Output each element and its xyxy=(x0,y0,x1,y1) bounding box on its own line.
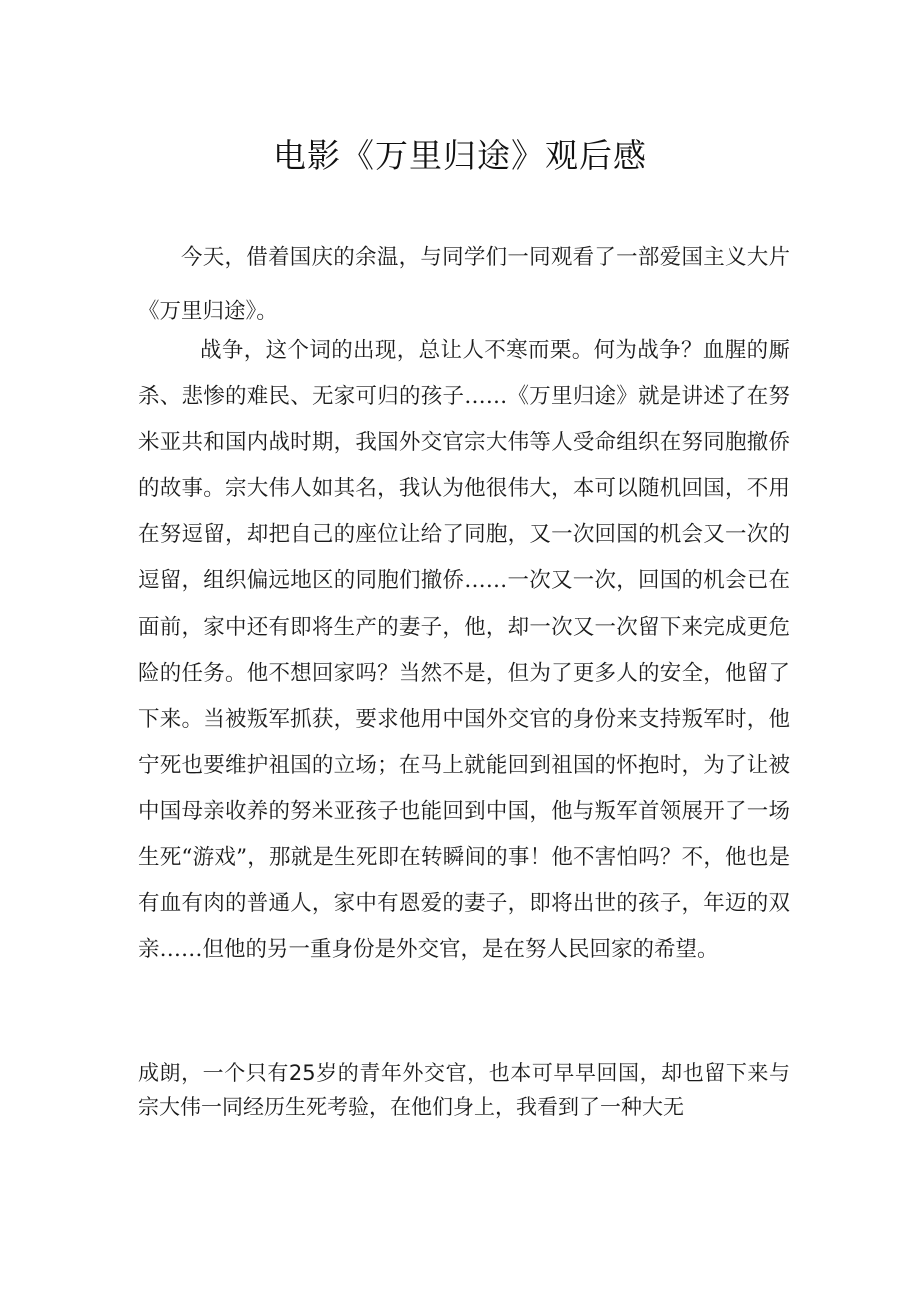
paragraph-intro: 今天，借着国庆的余温，与同学们一同观看了一部爱国主义大片《万里归途》。 xyxy=(138,245,790,324)
paragraph-main: 战争，这个词的出现，总让人不寒而栗。何为战争？血腥的厮杀、悲惨的难民、无家可归的孩子……《万里归途》就是讲述了在努米亚共和国内战时期，我国外交官宗大伟等人受命组织在努同胞撤侨的故事。宗大伟人如其名，我认为他很伟大，本可以随机回国，不用在努逗留，却把自己的座位让给了同胞，又一次回国的机会又一次的逗留，组织偏远地区的同胞们撤侨……一次又一次，回国的机会已在面前，家中还有即将生产的妻子，他，却一次又一次留下来完成更危险的任务。他不想回家吗？当然不是，但为了更多人的安全，他留了下来。当被叛军抓获，要求他用中国外交官的身份来支持叛军时，他宁死也要维护祖国的立场；在马上就能回到祖国的怀抱时，为了让被中国母亲收养的努米亚孩子也能回到中国，他与叛军首领展开了一场生死“游戏”，那就是生死即在转瞬间的事！他不害怕吗？不，他也是有血有肉的普通人，家中有恩爱的妻子，即将出世的孩子，年迈的双亲……但他的另一重身份是外交官，是在努人民回家的希望。 xyxy=(138,338,790,963)
document-title: 电影《万里归途》观后感 xyxy=(273,136,647,175)
paragraph-chenglang: 成朗，一个只有25岁的青年外交官，也本可早早回国，却也留下来与宗大伟一同经历生死考验，在他们身上，我看到了一种大无 xyxy=(138,1061,790,1119)
